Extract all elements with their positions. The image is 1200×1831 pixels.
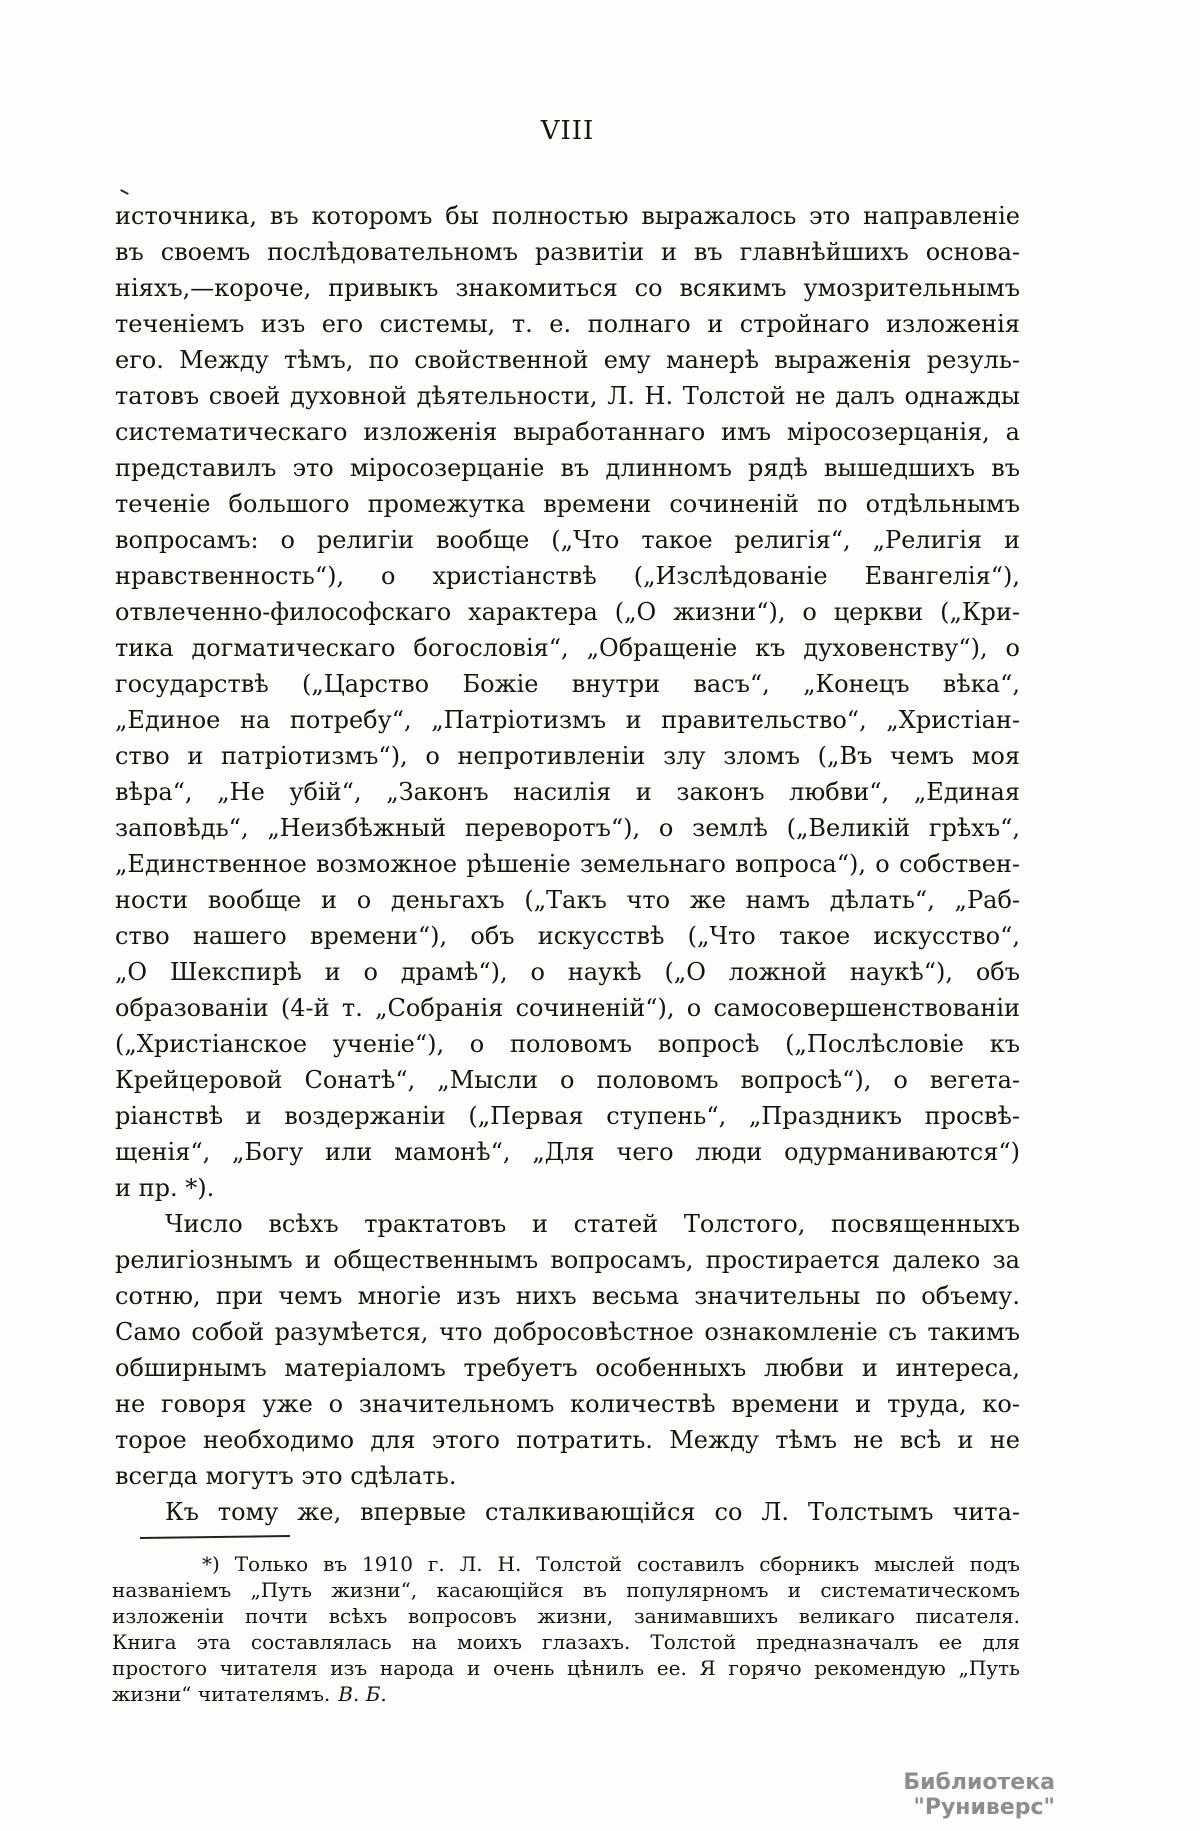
body-line: („Христіанское ученіе“), о половомъ вопросѣ („Послѣсловіе къ <box>115 1030 1020 1058</box>
body-line: теченіемъ изъ его системы, т. е. полнаго и стройнаго изложенія <box>115 310 1020 338</box>
body-line: вопросамъ: о религіи вообще („Что такое религія“, „Религія и <box>115 526 1020 554</box>
footnote-line: названіемъ „Путь жизни“, касающійся въ популярномъ и систематическомъ <box>112 1578 1020 1602</box>
body-line: образованіи (4-й т. „Собранія сочиненій“), о самосовершенствованіи <box>115 994 1020 1022</box>
body-line: его. Между тѣмъ, по свойственной ему манерѣ выраженія резуль- <box>115 346 1020 374</box>
body-line: религіознымъ и общественнымъ вопросамъ, простирается далеко за <box>115 1246 1020 1274</box>
footnote-line <box>112 1681 1020 1707</box>
body-line: ности вообще и о деньгахъ („Такъ что же намъ дѣлать“, „Раб- <box>115 886 1020 914</box>
footnote-line: Книга эта составлялась на моихъ глазахъ. Толстой предназначалъ ее для <box>112 1630 1020 1654</box>
body-line: торое необходимо для этого потратить. Между тѣмъ не всѣ и не <box>115 1426 1020 1454</box>
body-line: ніяхъ,—короче, привыкъ знакомиться со всякимъ умозрительнымъ <box>115 274 1020 302</box>
footnote-signature: В. Б. <box>338 1682 387 1706</box>
body-line: государствѣ („Царство Божіе внутри васъ“, „Конецъ вѣка“, <box>115 670 1020 698</box>
body-line: „Единственное возможное рѣшеніе земельнаго вопроса“), о собствен- <box>115 850 1020 878</box>
body-line: „О Шекспирѣ и о драмѣ“), о наукѣ („О ложной наукѣ“), объ <box>115 958 1020 986</box>
body-line: Число всѣхъ трактатовъ и статей Толстого, посвященныхъ <box>165 1210 1020 1238</box>
footnote-line: *) Только въ 1910 г. Л. Н. Толстой составилъ сборникъ мыслей подъ <box>202 1552 1020 1576</box>
footnote-line: изложеніи почти всѣхъ вопросовъ жизни, занимавшихъ великаго писателя. <box>112 1604 1020 1628</box>
body-line: ріанствѣ и воздержаніи („Первая ступень“, „Праздникъ просвѣ- <box>115 1102 1020 1130</box>
body-line: заповѣдь“, „Неизбѣжный переворотъ“), о землѣ („Великій грѣхъ“, <box>115 814 1020 842</box>
footnote-last-line: жизни“ читателямъ. <box>112 1682 331 1706</box>
body-line: систематическаго изложенія выработаннаго имъ міросозерцанія, а <box>115 418 1020 446</box>
body-line: ство нашего времени“), объ искусствѣ („Что такое искусство“, <box>115 922 1020 950</box>
body-line: обширнымъ матеріаломъ требуетъ особенныхъ любви и интереса, <box>115 1354 1020 1382</box>
scan-artifact <box>120 189 129 195</box>
body-line: „Единое на потребу“, „Патріотизмъ и правительство“, „Христіан- <box>115 706 1020 734</box>
body-line: сотню, при чемъ многіе изъ нихъ весьма значительны по объему. <box>115 1282 1020 1310</box>
body-line: отвлеченно-философскаго характера („О жизни“), о церкви („Кри- <box>115 598 1020 626</box>
body-line: ство и патріотизмъ“), о непротивленіи злу зломъ („Въ чемъ моя <box>115 742 1020 770</box>
body-line: и пр. *). <box>115 1174 215 1202</box>
body-line: источника, въ которомъ бы полностью выражалось это направленіе <box>115 202 1020 230</box>
footnote-separator-rule <box>140 1535 290 1539</box>
body-line: Само собой разумѣется, что добросовѣстное ознакомленіе съ такимъ <box>115 1318 1020 1346</box>
library-watermark: Библиотека "Руниверс" <box>903 1770 1055 1820</box>
body-line: тика догматическаго богословія“, „Обращеніе къ духовенству“), о <box>115 634 1020 662</box>
footnote-line: простого читателя изъ народа и очень цѣнилъ ее. Я горячо рекомендую „Путь <box>112 1656 1020 1680</box>
body-line: щенія“, „Богу или мамонѣ“, „Для чего люди одурманиваются“) <box>115 1138 1020 1166</box>
body-line: всегда могутъ это сдѣлать. <box>115 1462 457 1490</box>
body-line: въ своемъ послѣдовательномъ развитіи и въ главнѣйшихъ основа- <box>115 238 1020 266</box>
body-line: Крейцеровой Сонатѣ“, „Мысли о половомъ вопросѣ“), о вегета- <box>115 1066 1020 1094</box>
body-line: Къ тому же, впервые сталкивающійся со Л. Толстымъ чита- <box>165 1498 1020 1526</box>
body-line: татовъ своей духовной дѣятельности, Л. Н. Толстой не далъ однажды <box>115 382 1020 410</box>
body-text <box>115 198 1020 1530</box>
page-number: VIII <box>540 116 595 146</box>
body-line: не говоря уже о значительномъ количествѣ времени и труда, ко- <box>115 1390 1020 1418</box>
body-line: представилъ это міросозерцаніе въ длинномъ рядѣ вышедшихъ въ <box>115 454 1020 482</box>
body-line: теченіе большого промежутка времени сочиненій по отдѣльнымъ <box>115 490 1020 518</box>
footnote <box>112 1551 1020 1707</box>
body-line: вѣра“, „Не убій“, „Законъ насилія и законъ любви“, „Единая <box>115 778 1020 806</box>
body-line: нравственность“), о христіанствѣ („Изслѣдованіе Евангелія“), <box>115 562 1020 590</box>
